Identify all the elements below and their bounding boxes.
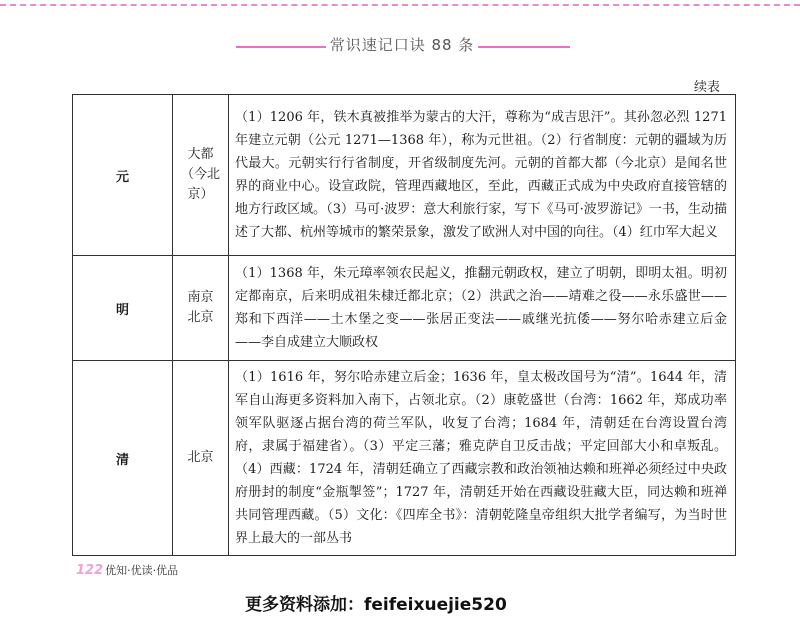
page-footer (76, 562, 178, 578)
dynasty-cell: 明 (73, 256, 173, 361)
table-row (73, 256, 736, 361)
page-header (0, 34, 800, 58)
dynasty-table (72, 94, 736, 556)
description-cell: （1）1616 年，努尔哈赤建立后金；1636 年，皇太极改国号为“清”。1644 年，清军自山海更多资料加入南下，占领北京。（2）康乾盛世（台湾：1662 年，郑成功率领军队驱逐占据台湾的荷兰军队，收复了台湾；1684 年，清朝廷在台湾设置台湾府，隶属于福建省）。（3）平定三藩；雅克萨自卫反击战；平定回部大小和卓叛乱。（4）西藏：1724 年，清朝廷确立了西藏宗教和政治领袖达赖和班禅必须经过中央政府册封的制度“金瓶掣签”；1727 年，清朝廷开始在西藏设驻藏大臣，同达赖和班禅共同管理西藏。（5）文化：《四库全书》：清朝乾隆皇帝组织大批学者编写，为当时世界上最大的一部丛书 (229, 361, 736, 556)
top-dashed-border (0, 4, 800, 6)
capital-line: （今北京） (180, 167, 220, 202)
page-number: 122 (76, 563, 104, 578)
table-row (73, 361, 736, 556)
footer-slogan: 优知·优读·优品 (105, 564, 179, 577)
header-rule-left (236, 46, 326, 48)
capital-line: 大都 (187, 147, 214, 162)
capital-line: 北京 (187, 310, 214, 325)
capital-line: 北京 (187, 450, 214, 465)
description-cell: （1）1206 年，铁木真被推举为蒙古的大汗，尊称为“成吉思汗”。其孙忽必烈 1271 年建立元朝（公元 1271—1368 年），称为元世祖。（2）行省制度：元朝的疆域为历代最大。元朝实行行省制度，开省级制度先河。元朝的首都大都（今北京）是闻名世界的商业中心。设宣政院，管理西藏地区，至此，西藏正式成为中央政府直接管辖的地方行政区域。（3）马可·波罗：意大利旅行家，写下《马可·波罗游记》一书，生动描述了大都、杭州等城市的繁荣景象，激发了欧洲人对中国的向往。（4）红巾军大起义 (229, 95, 736, 256)
header-rule-right (478, 46, 570, 48)
capital-cell (173, 95, 229, 256)
capital-line: 南京 (187, 290, 214, 305)
dynasty-cell: 元 (73, 95, 173, 256)
table-row (73, 95, 736, 256)
continued-label: 续表 (693, 80, 720, 95)
dynasty-cell: 清 (73, 361, 173, 556)
description-cell: （1）1368 年，朱元璋率领农民起义，推翻元朝政权，建立了明朝，即明太祖。明初定都南京，后来明成祖朱棣迁都北京；（2）洪武之治——靖难之役——永乐盛世——郑和下西洋——土木堡之变——张居正变法——戚继光抗倭——努尔哈赤建立后金——李自成建立大顺政权 (229, 256, 736, 361)
page-title: 常识速记口诀 88 条 (329, 36, 475, 54)
watermark-text: 更多资料添加：feifeixuejie520 (245, 595, 507, 615)
capital-cell (173, 361, 229, 556)
capital-cell (173, 256, 229, 361)
